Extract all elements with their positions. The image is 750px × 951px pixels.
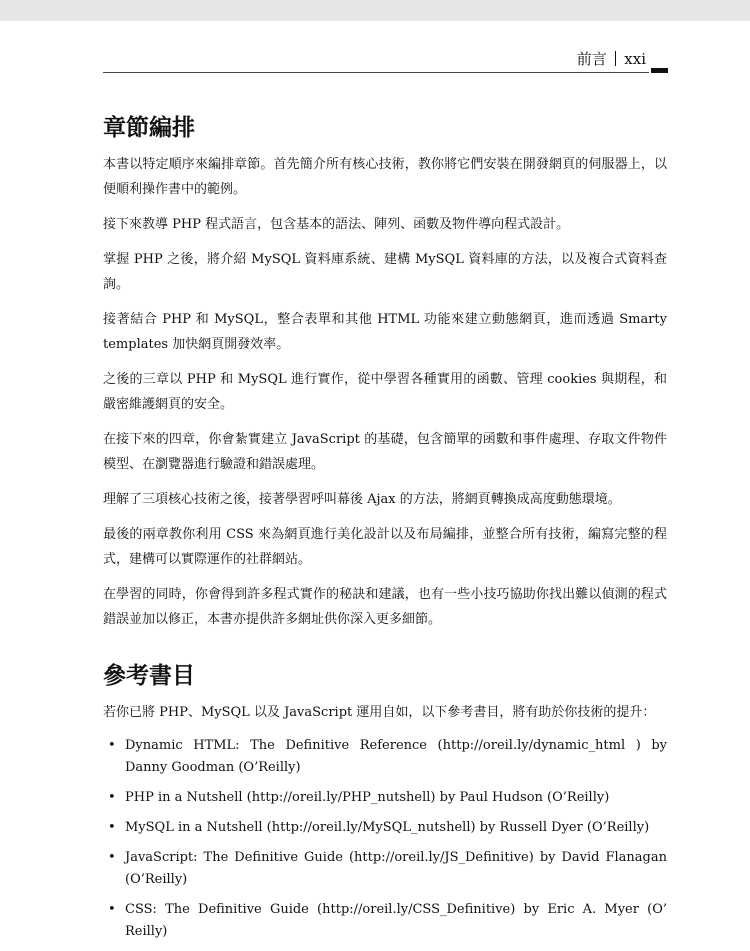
- bullet-icon: •: [108, 850, 116, 865]
- page-number: xxi: [624, 50, 646, 68]
- paragraph: 本書以特定順序來編排章節。首先簡介所有核心技術，教你將它們安裝在開發網頁的伺服器上，以便順利操作書中的範例。: [103, 157, 667, 197]
- page-body: [103, 112, 667, 951]
- section-heading-bibliography: 參考書目: [103, 663, 195, 689]
- paragraph: 理解了三項核心技術之後，接著學習呼叫幕後 Ajax 的方法，將網頁轉換成高度動態環境。: [103, 492, 621, 507]
- bullet-icon: •: [108, 902, 116, 917]
- bullet-icon: •: [108, 738, 116, 753]
- section-heading-chapter-layout: 章節編排: [103, 115, 195, 141]
- top-margin-band: [0, 0, 750, 21]
- running-head-section: 前言: [576, 50, 607, 68]
- running-header: [577, 48, 646, 70]
- bibliography-list: [103, 735, 667, 943]
- paragraph: 在接下來的四章，你會紮實建立 JavaScript 的基礎，包含簡單的函數和事件處理、存取文件物件模型、在瀏覽器進行驗證和錯誤處理。: [103, 432, 667, 472]
- paragraph: 在學習的同時，你會得到許多程式實作的秘訣和建議，也有一些小技巧協助你找出難以偵測的程式錯誤並加以修正，本書亦提供許多網址供你深入更多細節。: [103, 587, 667, 627]
- header-rule: [103, 72, 649, 73]
- paragraph: 之後的三章以 PHP 和 MySQL 進行實作，從中學習各種實用的函數、管理 cookies 與期程，和嚴密維護網頁的安全。: [103, 372, 667, 412]
- list-item-text: MySQL in a Nutshell (http://oreil.ly/MySQL_nutshell) by Russell Dyer (O’Reilly): [125, 820, 650, 835]
- list-item: [103, 899, 667, 943]
- header-tab-marker: [651, 68, 668, 73]
- bullet-icon: •: [108, 790, 116, 805]
- paragraph: 接下來教導 PHP 程式語言，包含基本的語法、陣列、函數及物件導向程式設計。: [103, 217, 570, 232]
- list-item: [103, 787, 667, 809]
- list-item: [103, 817, 667, 839]
- list-item-text: CSS: The Definitive Guide (http://oreil.ly/CSS_Definitive) by Eric A. Myer (O’ Reilly): [125, 902, 667, 939]
- paragraph: 掌握 PHP 之後，將介紹 MySQL 資料庫系統、建構 MySQL 資料庫的方法，以及複合式資料查詢。: [103, 252, 667, 292]
- bibliography-intro: 若你已將 PHP、MySQL 以及 JavaScript 運用自如，以下參考書目，將有助於你技術的提升：: [103, 705, 656, 720]
- paragraph: 最後的兩章教你利用 CSS 來為網頁進行美化設計以及布局編排，並整合所有技術，編寫完整的程式，建構可以實際運作的社群網站。: [103, 527, 667, 567]
- list-item: [103, 735, 667, 779]
- list-item-text: JavaScript: The Definitive Guide (http://oreil.ly/JS_Definitive) by David Flanagan (O’Reilly): [125, 850, 667, 887]
- bullet-icon: •: [108, 820, 116, 835]
- list-item-text: Dynamic HTML: The Definitive Reference (http://oreil.ly/dynamic_html ) by Danny Goodman (O’Reilly): [125, 738, 667, 775]
- list-item: [103, 847, 667, 891]
- paragraph: 接著結合 PHP 和 MySQL，整合表單和其他 HTML 功能來建立動態網頁，進而透過 Smarty templates 加快網頁開發效率。: [103, 312, 667, 352]
- list-item-text: PHP in a Nutshell (http://oreil.ly/PHP_nutshell) by Paul Hudson (O’Reilly): [125, 790, 610, 805]
- header-separator: [615, 51, 617, 66]
